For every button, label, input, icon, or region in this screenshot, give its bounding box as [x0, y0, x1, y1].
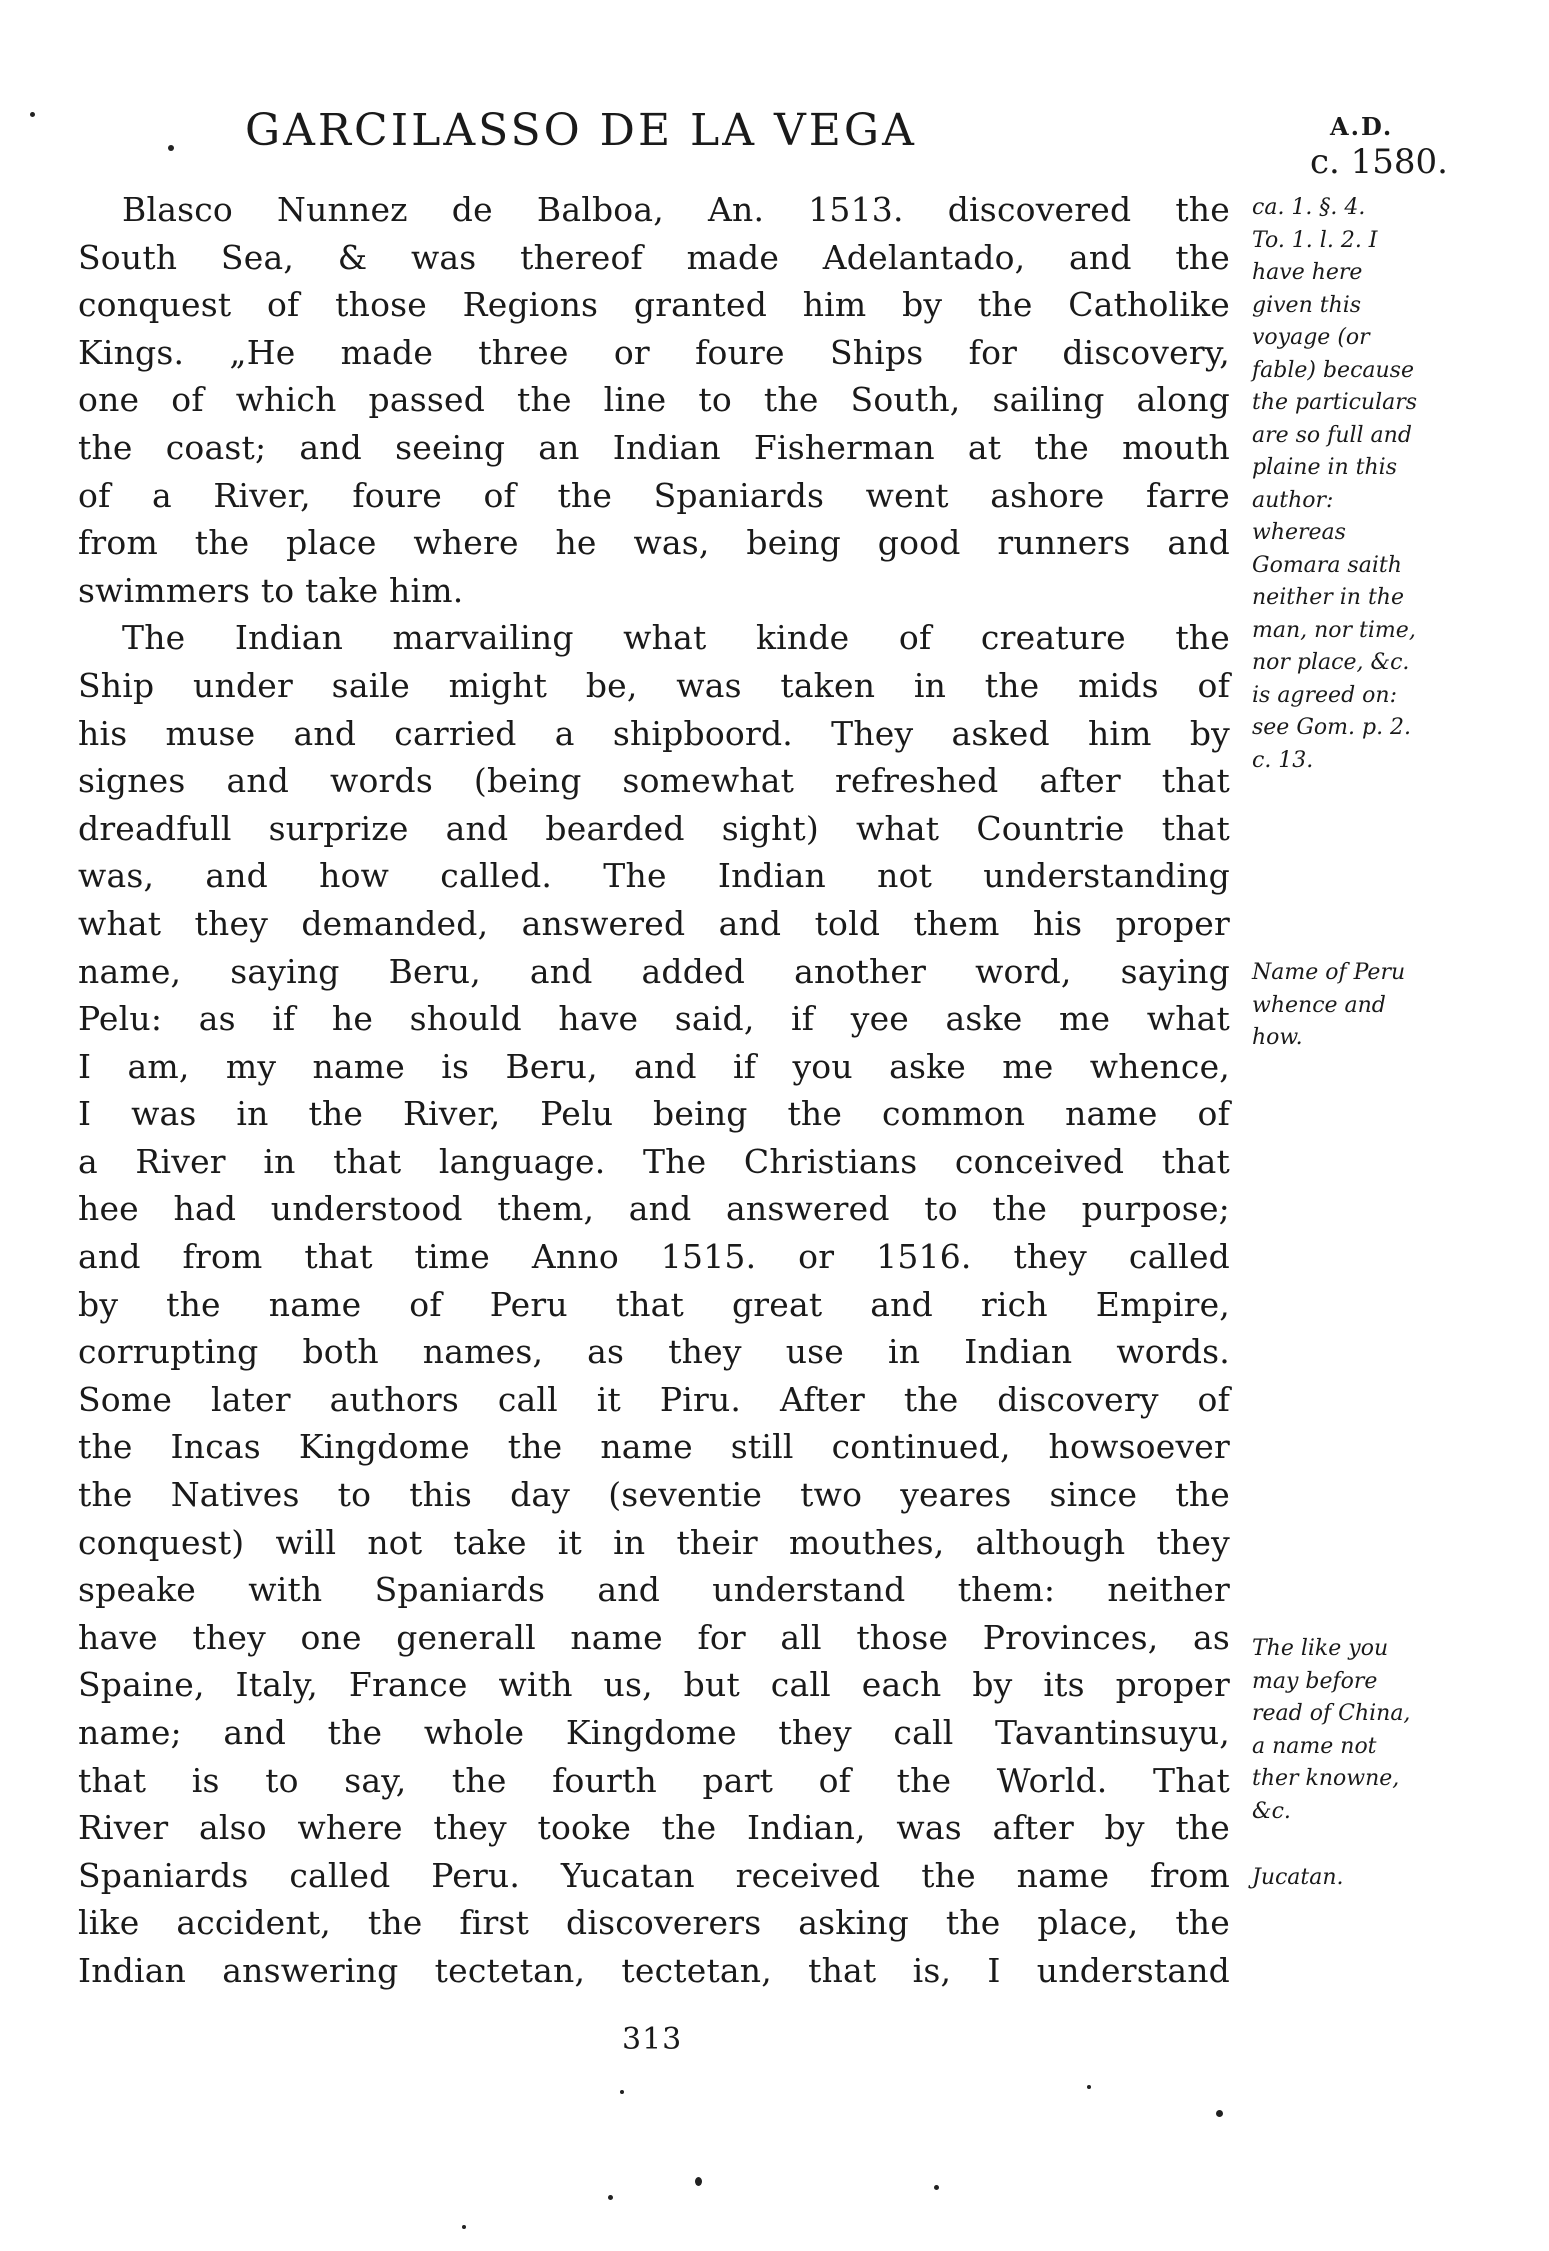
margin-note-line: nor place, &c. — [1252, 650, 1410, 675]
date-label: A.D. — [1330, 112, 1394, 141]
scan-speck — [168, 145, 174, 151]
margin-note-china — [1252, 1633, 1410, 1828]
margin-note-line: voyage (or — [1252, 325, 1370, 350]
text-line: that is to say, the fourth part of the World. That — [78, 1760, 1230, 1800]
text-line: name, saying Beru, and added another word, saying — [78, 951, 1230, 991]
scan-speck — [695, 2177, 702, 2186]
scan-speck — [1087, 2085, 1091, 2089]
text-line: South Sea, & was thereof made Adelantado, and the — [78, 237, 1230, 277]
text-line: Indian answering tectetan, tectetan, that is, I understand — [78, 1950, 1230, 1990]
text-line: one of which passed the line to the South, sailing along — [78, 380, 1230, 420]
text-line: Blasco Nunnez de Balboa, An. 1513. discovered the — [122, 190, 1230, 229]
text-line: was, and how called. The Indian not understanding — [78, 856, 1230, 896]
text-line: Ship under saile might be, was taken in the mids of — [78, 665, 1230, 705]
margin-note-jucatan — [1252, 1862, 1344, 1895]
scan-speck — [620, 2090, 624, 2094]
text-line: swimmers to take him. — [78, 570, 464, 610]
text-line: name; and the whole Kingdome they call Tavantinsuyu, — [78, 1713, 1230, 1752]
text-line: Some later authors call it Piru. After the discovery of — [78, 1379, 1230, 1419]
text-line: I am, my name is Beru, and if you aske me whence, — [78, 1046, 1230, 1086]
margin-note-line: Gomara saith — [1252, 552, 1402, 578]
margin-note-line: author: — [1252, 487, 1334, 513]
text-line: like accident, the first discoverers asking the place, the — [78, 1903, 1230, 1943]
text-line: the Incas Kingdome the name still continued, howsoever — [78, 1427, 1230, 1467]
text-line: Pelu: as if he should have said, if yee aske me what — [78, 999, 1230, 1039]
margin-note-line: ca. 1. §. 4. — [1252, 195, 1366, 220]
text-line: signes and words (being somewhat refreshed after that — [78, 761, 1230, 801]
margin-note-line: Jucatan. — [1252, 1865, 1344, 1890]
margin-note-line: the particulars — [1252, 390, 1418, 415]
text-line: I was in the River, Pelu being the common name of — [78, 1094, 1230, 1134]
text-line: hee had understood them, and answered to the purpose; — [78, 1189, 1230, 1229]
margin-note-line: &c. — [1252, 1798, 1291, 1824]
text-line: from the place where he was, being good runners and — [78, 523, 1230, 563]
text-line: of a River, foure of the Spaniards went ashore farre — [78, 475, 1230, 515]
text-line: the coast; and seeing an Indian Fisherman at the mouth — [78, 427, 1230, 467]
text-line: Spaniards called Peru. Yucatan received the name from — [78, 1855, 1230, 1895]
margin-note-line: Name of Peru — [1252, 960, 1406, 985]
text-line: have they one generall name for all those Provinces, as — [78, 1617, 1230, 1657]
text-line: speake with Spaniards and understand them: neither — [78, 1570, 1230, 1610]
text-line: conquest of those Regions granted him by the Catholike — [78, 285, 1230, 325]
margin-note-line: read of China, — [1252, 1701, 1411, 1726]
text-line: and from that time Anno 1515. or 1516. they called — [78, 1237, 1230, 1277]
text-line: his muse and carried a shipboord. They asked him by — [78, 713, 1230, 753]
margin-note-line: c. 13. — [1252, 747, 1314, 773]
margin-note-line: man, nor time, — [1252, 617, 1416, 643]
text-line: The Indian marvailing what kinde of creature the — [122, 618, 1230, 658]
margin-note-line: whereas — [1252, 520, 1346, 545]
margin-note-line: ther knowne, — [1252, 1766, 1400, 1791]
text-line: dreadfull surprize and bearded sight) what Countrie that — [78, 808, 1230, 848]
body-text — [78, 186, 1230, 1995]
margin-note-line: how. — [1252, 1025, 1303, 1050]
margin-note-line: have here — [1252, 260, 1363, 285]
margin-note-line: whence and — [1252, 992, 1386, 1018]
scan-speck — [1216, 2110, 1223, 2117]
text-line: Spaine, Italy, France with us, but call each by its proper — [78, 1665, 1230, 1705]
scan-speck — [934, 2185, 939, 2190]
text-line: what they demanded, answered and told them his proper — [78, 903, 1230, 943]
margin-note-line: neither in the — [1252, 585, 1404, 610]
text-line: Kings. „He made three or foure Ships for discovery, — [78, 332, 1230, 372]
scan-speck — [462, 2225, 466, 2229]
scan-speck — [30, 112, 35, 117]
margin-note-line: is agreed on: — [1252, 682, 1397, 708]
margin-note-peru — [1252, 957, 1405, 1055]
margin-note-line: may before — [1252, 1668, 1378, 1694]
margin-note-line: see Gom. p. 2. — [1252, 715, 1412, 740]
margin-note-line: fable) because — [1252, 357, 1414, 383]
text-line: by the name of Peru that great and rich Empire, — [78, 1284, 1230, 1324]
text-line: River also where they tooke the Indian, was after by the — [78, 1808, 1230, 1848]
page-number: 313 — [622, 2022, 683, 2057]
text-line: a River in that language. The Christians conceived that — [78, 1141, 1230, 1181]
margin-note-line: a name not — [1252, 1733, 1377, 1759]
margin-note-line: plaine in this — [1252, 455, 1397, 480]
text-line: corrupting both names, as they use in Indian words. — [78, 1332, 1230, 1372]
running-title: GARCILASSO DE LA VEGA — [245, 105, 917, 156]
text-line: conquest) will not take it in their mouthes, although they — [78, 1522, 1230, 1562]
margin-note-sources — [1252, 192, 1417, 777]
text-line: the Natives to this day (seventie two yeares since the — [78, 1475, 1230, 1515]
date-year: c. 1580. — [1310, 142, 1448, 182]
margin-note-line: The like you — [1252, 1636, 1389, 1661]
margin-note-line: given this — [1252, 292, 1362, 318]
scan-speck — [608, 2195, 613, 2200]
margin-note-line: To. 1. l. 2. I — [1252, 227, 1378, 253]
margin-note-line: are so full and — [1252, 422, 1412, 448]
